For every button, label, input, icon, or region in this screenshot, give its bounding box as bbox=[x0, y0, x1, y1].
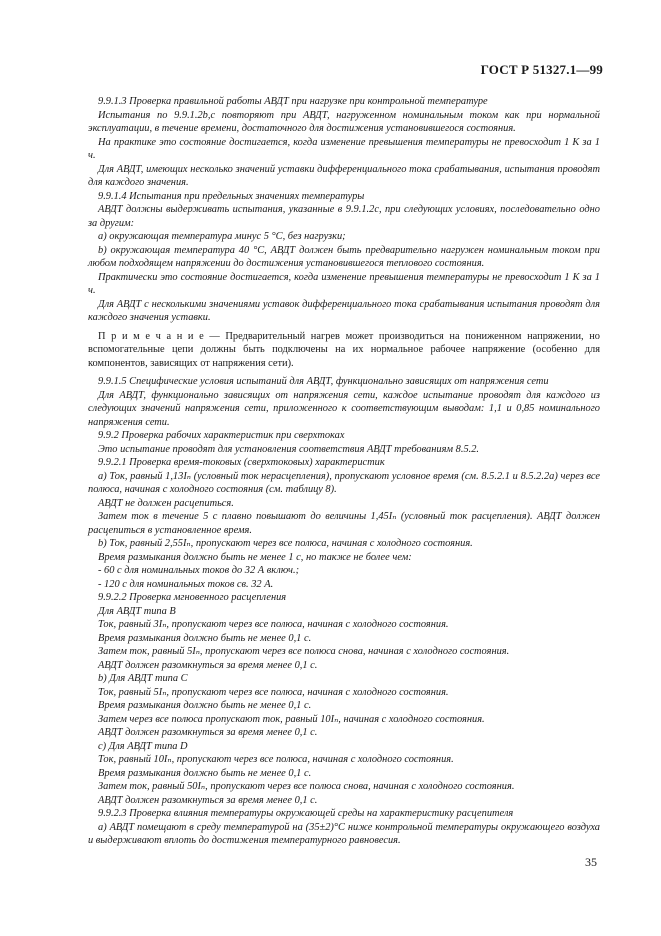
section-heading: 9.9.1.3 Проверка правильной работы АВДТ при нагрузке при контрольной температуре bbox=[98, 96, 488, 107]
paragraph: АВДТ должен разомкнуться за время менее 0,1 с. bbox=[98, 727, 318, 738]
list-item: b) Ток, равный 2,55Iₙ, пропускают через все полюса, начиная с холодного состояния. bbox=[98, 538, 473, 549]
list-item: a) окружающая температура минус 5 °С, без нагрузки; bbox=[98, 231, 346, 242]
list-item: a) АВДТ помещают в среду температурой на (35±2)°С ниже контрольной температуры окружающего воздуха и выдерживают вплоть до достижения температурного равновесия. bbox=[88, 821, 600, 846]
paragraph: Затем ток, равный 50Iₙ, пропускают через все полюса снова, начиная с холодного состояния. bbox=[98, 781, 515, 792]
paragraph: Затем ток, равный 5Iₙ, пропускают через все полюса снова, начиная с холодного состояния. bbox=[98, 646, 510, 657]
subheading: Для АВДТ типа B bbox=[98, 605, 176, 617]
standard-header: ГОСТ Р 51327.1—99 bbox=[480, 62, 603, 77]
section-heading: 9.9.1.4 Испытания при предельных значениях температуры bbox=[98, 190, 365, 202]
subheading: c) Для АВДТ типа D bbox=[98, 740, 188, 752]
list-item: - 60 с для номинальных токов до 32 А включ.; bbox=[98, 565, 300, 576]
paragraph: Практически это состояние достигается, когда изменение превышения температуры не превосходит 1 К за 1 ч. bbox=[88, 271, 600, 296]
page-number: 35 bbox=[585, 855, 597, 869]
note-paragraph: П р и м е ч а н и е — Предварительный нагрев может производиться на пониженном напряжении, но вспомогательные цепи должны быть подключены на их нормальное рабочее напряжение (особенно для компонентов, зависящих от напряжения сети). bbox=[88, 330, 600, 369]
paragraph: Время размыкания должно быть не менее 0,1 с. bbox=[98, 700, 312, 711]
paragraph: АВДТ должны выдерживать испытания, указанные в 9.9.1.2c, при следующих условиях, последовательно одно за другим: bbox=[88, 204, 600, 229]
section-heading: 9.9.2 Проверка рабочих характеристик при сверхтоках bbox=[98, 430, 345, 441]
section-heading: 9.9.2.3 Проверка влияния температуры окружающей среды на характеристику расцепителя bbox=[98, 808, 514, 819]
paragraph: На практике это состояние достигается, когда изменение превышения температуры не превосходит 1 К за 1 ч. bbox=[88, 136, 600, 161]
paragraph: Ток, равный 5Iₙ, пропускают через все полюса, начиная с холодного состояния. bbox=[98, 686, 449, 698]
paragraph: АВДТ должен разомкнуться за время менее 0,1 с. bbox=[98, 794, 318, 806]
paragraph: Время размыкания должно быть не менее 1 с, но также не более чем: bbox=[98, 551, 412, 563]
document-body bbox=[88, 95, 600, 848]
paragraph: АВДТ должен разомкнуться за время менее 0,1 с. bbox=[98, 659, 318, 671]
list-item: - 120 с для номинальных токов св. 32 А. bbox=[98, 578, 274, 590]
paragraph: Для АВДТ, функционально зависящих от напряжения сети, каждое испытание проводят для каждого из следующих значений напряжения сети, приложенного к соответствующим выводам: 1,1 и 0,85 номинального напряжения сети. bbox=[88, 389, 600, 428]
list-item: a) Ток, равный 1,13Iₙ (условный ток нерасцепления), пропускают условное время (см. 8.5.2.1 и 8.5.2.2a) через все полюса, начиная с холодного состояния (см. таблицу 8). bbox=[88, 470, 600, 495]
section-heading: 9.9.2.2 Проверка мгновенного расцепления bbox=[98, 592, 287, 603]
paragraph: Затем через все полюса пропускают ток, равный 10Iₙ, начиная с холодного состояния. bbox=[98, 713, 485, 725]
paragraph: Это испытание проводят для установления соответствия АВДТ требованиям 8.5.2. bbox=[98, 443, 480, 455]
section-heading: 9.9.2.1 Проверка время-токовых (сверхтоковых) характеристик bbox=[98, 457, 385, 468]
list-item: b) окружающая температура 40 °С, АВДТ должен быть предварительно нагружен номинальным током при любом подходящем напряжении до достижения установившегося теплового состояния. bbox=[88, 244, 600, 269]
paragraph: Затем ток в течение 5 с плавно повышают до величины 1,45Iₙ (условный ток расцепления). АВДТ должен расцепиться в установленное время. bbox=[88, 511, 600, 536]
paragraph: Ток, равный 3Iₙ, пропускают через все полюса, начиная с холодного состояния. bbox=[98, 619, 449, 630]
paragraph: АВДТ не должен расцепиться. bbox=[98, 497, 234, 509]
paragraph: Испытания по 9.9.1.2b,c повторяют при АВДТ, нагруженном номинальным током как при нормальной эксплуатации, в течение времени, достаточного для достижения установившегося состояния. bbox=[88, 109, 600, 134]
paragraph: Время размыкания должно быть не менее 0,1 с. bbox=[98, 632, 312, 644]
paragraph: Для АВДТ с несколькими значениями уставок дифференциального тока срабатывания испытания проводят для каждого значения уставки. bbox=[88, 298, 600, 323]
paragraph: Для АВДТ, имеющих несколько значений уставки дифференциального тока срабатывания, испытания проводят для каждого значения. bbox=[88, 163, 600, 188]
subheading: b) Для АВДТ типа C bbox=[98, 673, 188, 684]
section-heading: 9.9.1.5 Специфические условия испытаний для АВДТ, функционально зависящих от напряжения сети bbox=[98, 376, 549, 387]
paragraph: Время размыкания должно быть не менее 0,1 с. bbox=[98, 767, 312, 779]
paragraph: Ток, равный 10Iₙ, пропускают через все полюса, начиная с холодного состояния. bbox=[98, 754, 454, 765]
